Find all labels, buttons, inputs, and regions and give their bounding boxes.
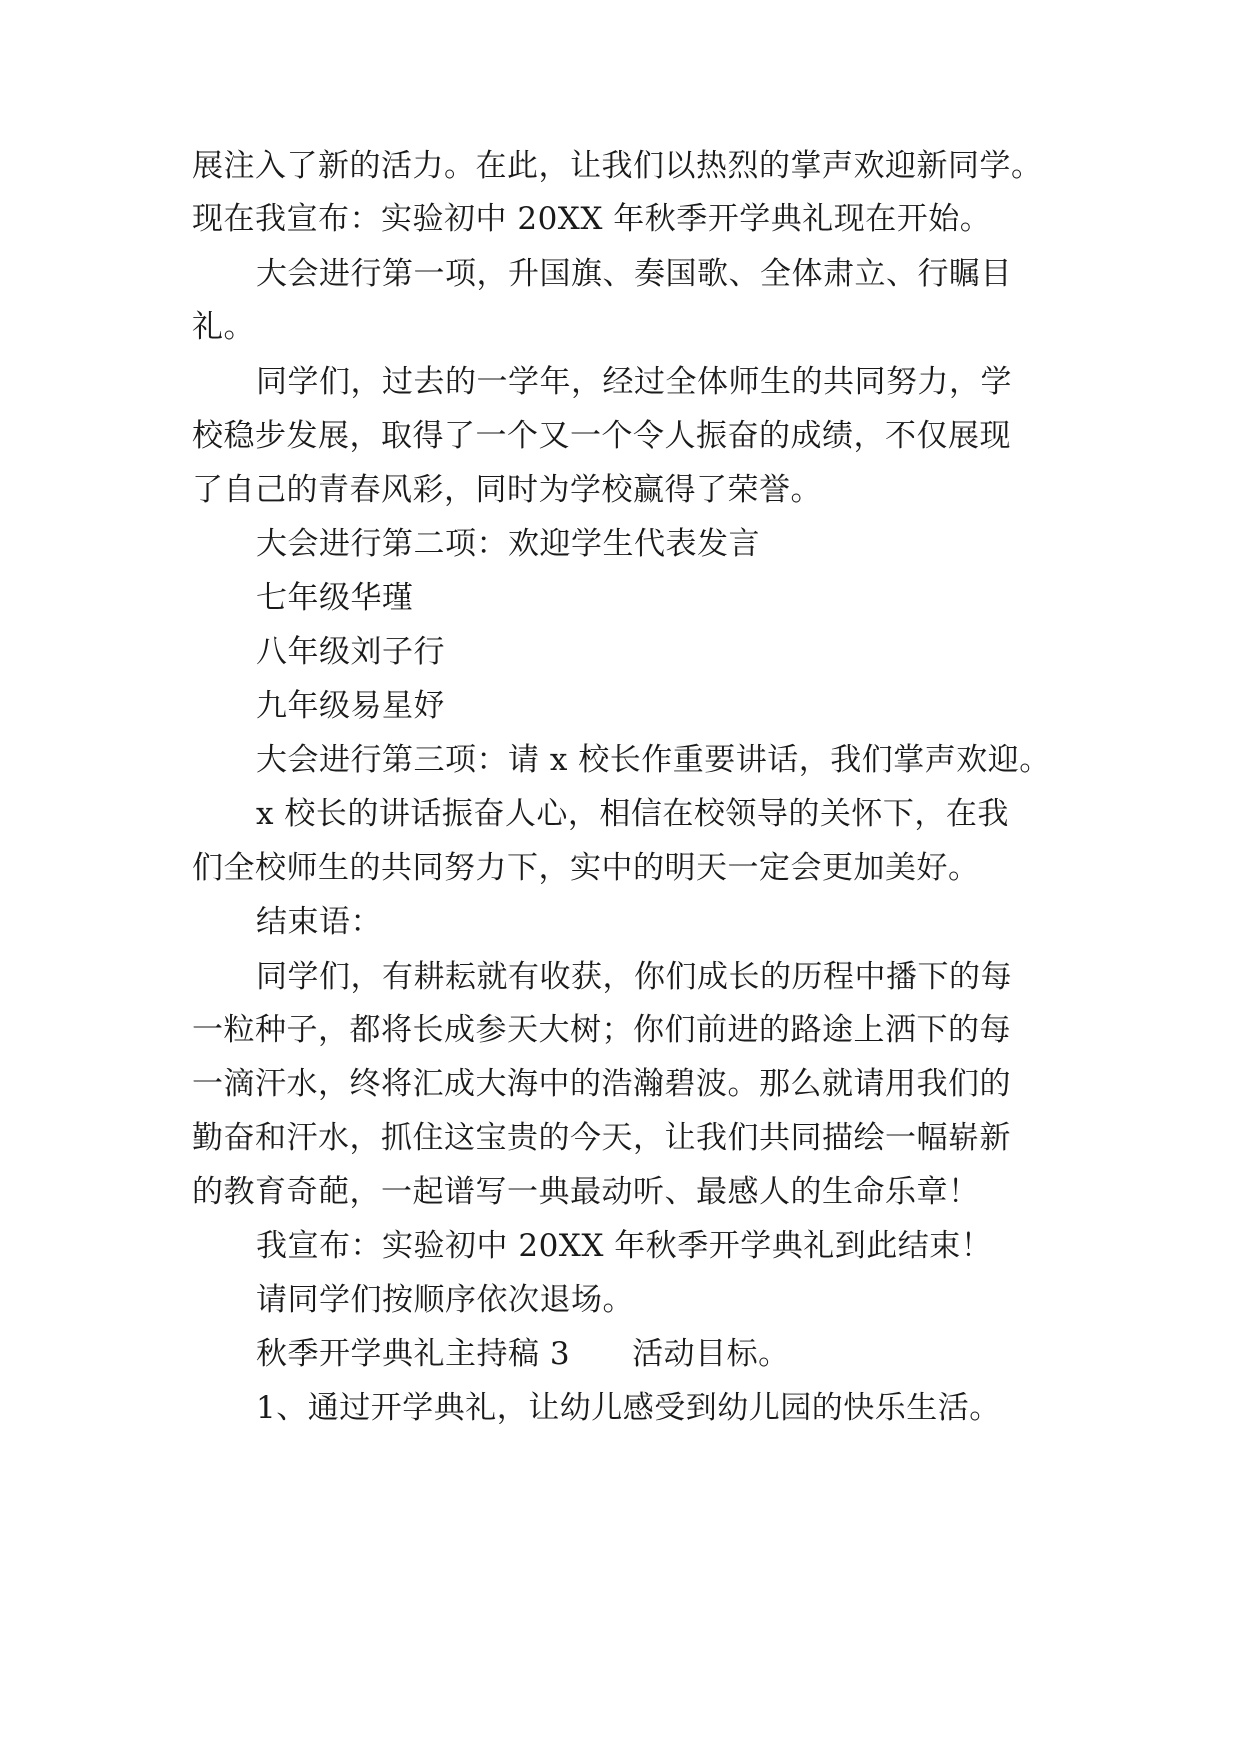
paragraph-line: 大会进行第三项：请 x 校长作重要讲话，我们掌声欢迎。 (256, 742, 1051, 778)
paragraph-line: 大会进行第一项，升国旗、奏国歌、全体肃立、行瞩目 (256, 256, 1012, 292)
paragraph-line: 九年级易星妤 (256, 688, 445, 724)
paragraph-line: 同学们，过去的一学年，经过全体师生的共同努力，学 (256, 364, 1012, 400)
paragraph-line: 礼。 (192, 309, 255, 345)
section-heading: 秋季开学典礼主持稿 3 (256, 1336, 571, 1372)
paragraph-line: 勤奋和汗水，抓住这宝贵的今天，让我们共同描绘一幅崭新 (192, 1120, 1011, 1156)
paragraph-line: 大会进行第二项：欢迎学生代表发言 (256, 526, 760, 562)
paragraph-line: 请同学们按顺序依次退场。 (256, 1282, 634, 1318)
paragraph-line: 同学们，有耕耘就有收获，你们成长的历程中播下的每 (256, 959, 1012, 995)
paragraph-line: 结束语： (256, 904, 382, 940)
paragraph-line: 展注入了新的活力。在此，让我们以热烈的掌声欢迎新同学。 (192, 148, 1043, 184)
paragraph-line: 一粒种子，都将长成参天大树；你们前进的路途上洒下的每 (192, 1012, 1011, 1048)
section-subheading: 活动目标。 (632, 1336, 790, 1372)
paragraph-line: 校稳步发展，取得了一个又一个令人振奋的成绩，不仅展现 (192, 418, 1011, 454)
paragraph-line: 的教育奇葩，一起谱写一典最动听、最感人的生命乐章！ (192, 1174, 980, 1210)
paragraph-line: 一滴汗水，终将汇成大海中的浩瀚碧波。那么就请用我们的 (192, 1066, 1011, 1102)
paragraph-line: 们全校师生的共同努力下，实中的明天一定会更加美好。 (192, 850, 980, 886)
paragraph-line: 八年级刘子行 (256, 634, 445, 670)
paragraph-line: 我宣布：实验初中 20XX 年秋季开学典礼到此结束！ (256, 1228, 993, 1264)
paragraph-line: 了自己的青春风彩，同时为学校赢得了荣誉。 (192, 472, 822, 508)
paragraph-line (256, 1334, 790, 1374)
paragraph-line: 现在我宣布：实验初中 20XX 年秋季开学典礼现在开始。 (192, 201, 992, 237)
paragraph-line: 七年级华瑾 (256, 580, 414, 616)
paragraph-line: 1、通过开学典礼，让幼儿感受到幼儿园的快乐生活。 (256, 1390, 1001, 1426)
paragraph-line: x 校长的讲话振奋人心，相信在校领导的关怀下，在我 (256, 796, 1009, 832)
